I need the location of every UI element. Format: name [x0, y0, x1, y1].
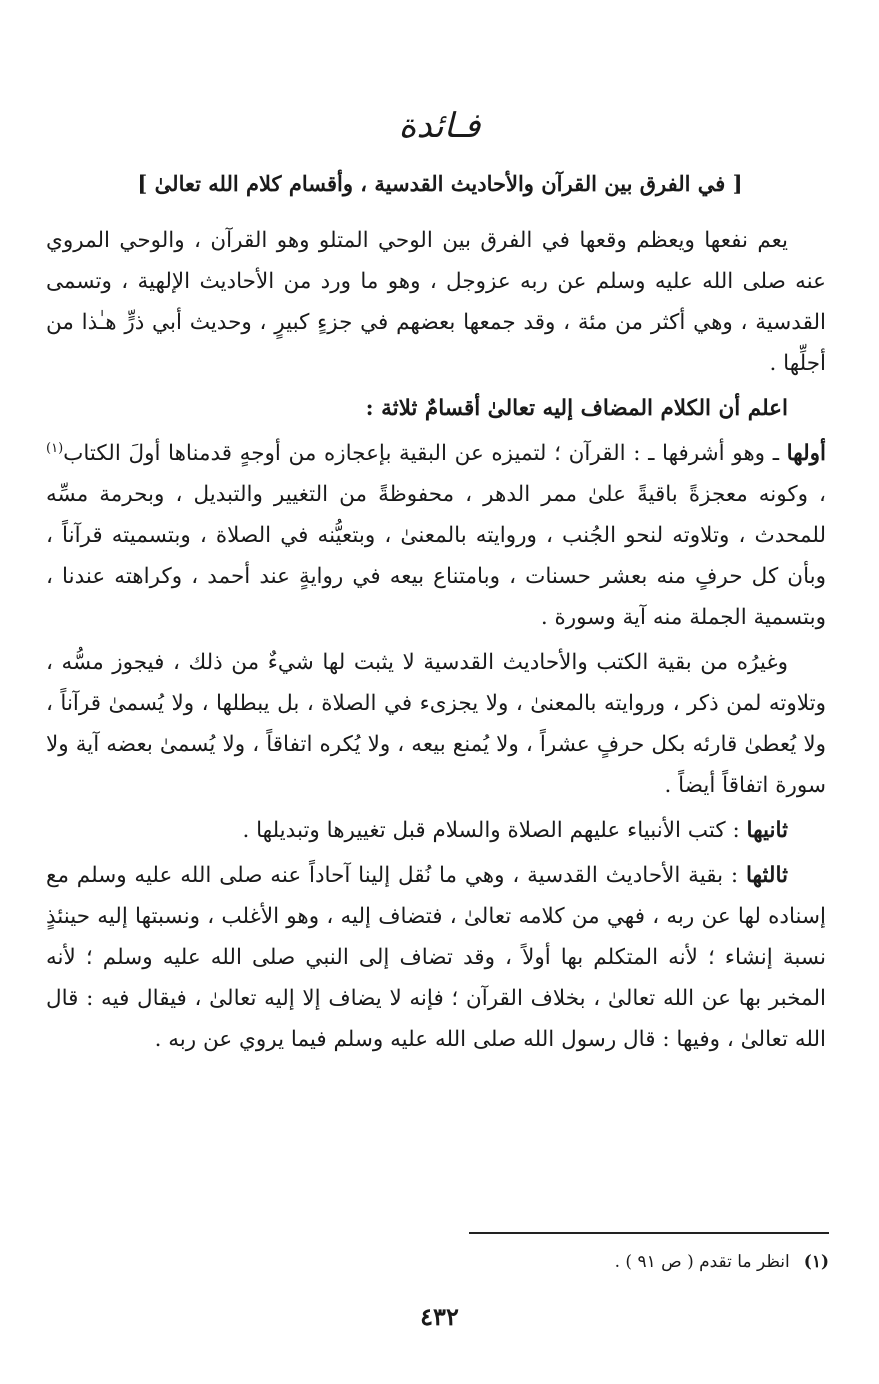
footnote-text: انظر ما تقدم ( ص ٩١ ) . — [614, 1252, 790, 1272]
paragraph-text: : بقية الأحاديث القدسية ، وهي ما نُقل إلينا آحاداً عنه صلى الله عليه وسلم مع إسناده لها عن ربه ، فهي من كلامه تعالىٰ ، فتضاف إليه ، وهو الأغلب ، ونسبتها إليه حينئذٍ نسبة إنشاء ؛ لأنه المتكلم بها أولاً ، وقد تضاف إلى النبي صلى الله عليه وسلم ؛ لأنه المخبر بها عن الله تعالىٰ ، بخلاف القرآن ؛ فإنه لا يضاف إلا إليه تعالىٰ ، فيقال فيه : قال الله تعالىٰ ، وفيها : قال رسول الله صلى الله عليه وسلم فيما يروي عن ربه . — [46, 863, 826, 1052]
footnote-reference[interactable]: (١) — [46, 440, 64, 456]
paragraph-lead: ثالثها — [745, 863, 788, 888]
paragraph-text-before-note: ـ وهو أشرفها ـ : القرآن ؛ لتميزه عن البقية بإعجازه من أوجهٍ قدمناها أولَ الكتاب — [63, 441, 787, 466]
paragraph-text: وغيرُه من بقية الكتب والأحاديث القدسية لا يثبت لها شيءٌ من ذلك ، فيجوز مسُّه ، وتلاوته لمن ذكر ، وروايته بالمعنىٰ ، ولا يجزىء في الصلاة ، بل يبطلها ، ولا يُسمىٰ قرآناً ، ولا يُعطىٰ قارئه بكل حرفٍ عشراً ، ولا يُمنع بيعه ، ولا يُكره اتفاقاً ، ولا يُسمىٰ بعضه آية ولا سورة اتفاقاً أيضاً . — [46, 650, 826, 798]
body-text — [46, 220, 826, 1060]
paragraph-lead: ثانيها — [746, 818, 788, 843]
footnote-divider — [469, 1232, 829, 1234]
page-number: ٤٣٢ — [420, 1302, 459, 1331]
paragraph-others — [46, 642, 826, 806]
paragraph-first-part — [46, 433, 826, 638]
section-subtitle: [ في الفرق بين القرآن والأحاديث القدسية ، وأقسام كلام الله تعالىٰ ] — [137, 171, 743, 196]
footnote-number: (١) — [803, 1252, 829, 1272]
paragraph-second-part — [46, 810, 826, 851]
footnote — [49, 1248, 829, 1276]
paragraph-intro — [46, 220, 826, 384]
paragraph-heading-three-parts — [46, 388, 826, 429]
paragraph-text: يعم نفعها ويعظم وقعها في الفرق بين الوحي المتلو وهو القرآن ، والوحي المروي عنه صلى الله عليه وسلم عن ربه عزوجل ، وهو ما ورد من الأحاديث الإلهية ، وتسمى القدسية ، وهي أكثر من مئة ، وقد جمعها بعضهم في جزءٍ كبيرٍ ، وحديث أبي ذرٍّ هـٰذا من أجلِّها . — [46, 228, 826, 376]
paragraph-third-part — [46, 855, 826, 1060]
section-ornament-title: فـائدة — [398, 106, 481, 146]
paragraph-lead: اعلم أن الكلام المضاف إليه تعالىٰ أقسامٌ ثلاثة : — [365, 396, 788, 421]
paragraph-lead: أولها — [786, 441, 826, 466]
paragraph-text: ، وكونه معجزةً باقيةً علىٰ ممر الدهر ، محفوظةً من التغيير والتبديل ، وبحرمة مسِّه للمحدث ، وتلاوته لنحو الجُنب ، وروايته بالمعنىٰ ، وبتعيُّنه في الصلاة ، وبتسميته قرآناً ، وبأن كل حرفٍ منه بعشر حسنات ، وبامتناع بيعه في روايةٍ عند أحمد ، وكراهته عندنا ، وبتسمية الجملة منه آية وسورة . — [46, 482, 826, 630]
paragraph-text: : كتب الأنبياء عليهم الصلاة والسلام قبل تغييرها وتبديلها . — [242, 818, 747, 843]
